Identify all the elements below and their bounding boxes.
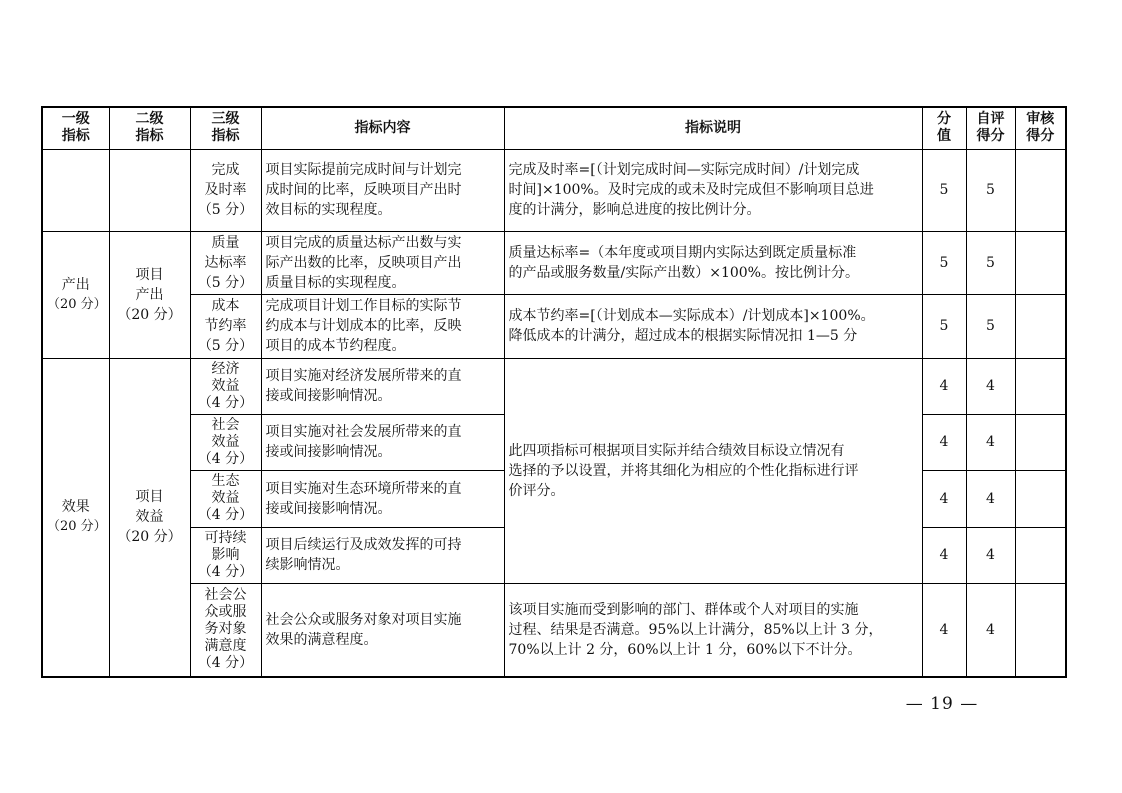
audit-score-cell [1015,149,1066,231]
audit-score-cell [1015,414,1066,470]
content-cell: 完成项目计划工作目标的实际节 约成本与计划成本的比率，反映 项目的成本节约程度。 [261,294,504,358]
audit-score-cell [1015,470,1066,527]
content-cell: 社会公众或服务对象对项目实施 效果的满意程度。 [261,583,504,677]
level2-cell-empty [109,149,190,231]
header-level2: 二级 指标 [109,107,190,149]
audit-score-cell [1015,583,1066,677]
level1-cell-output: 产出 （20 分） [42,231,109,358]
score-cell: 4 [922,470,966,527]
header-score: 分 值 [922,107,966,149]
score-cell: 5 [922,231,966,294]
content-cell: 项目实施对生态环境所带来的直 接或间接影响情况。 [261,470,504,527]
score-cell: 5 [922,294,966,358]
header-audit-score: 审核 得分 [1015,107,1066,149]
level3-cell: 社会公 众或服 务对象 满意度 （4 分） [190,583,261,677]
page-number: — 19 — [905,694,979,714]
shared-description-cell: 此四项指标可根据项目实际并结合绩效目标设立情况有 选择的予以设置，并将其细化为相应的个性化指标进行评 价评分。 [504,358,922,583]
description-cell: 质量达标率=（本年度或项目期内实际达到既定质量标准 的产品或服务数量/实际产出数）×100%。按比例计分。 [504,231,922,294]
score-cell: 5 [922,149,966,231]
audit-score-cell [1015,527,1066,583]
header-self-score: 自评 得分 [966,107,1015,149]
description-cell: 完成及时率=[（计划完成时间—实际完成时间）/计划完成 时间]×100%。及时完成的或未及时完成但不影响项目总进 度的计满分，影响总进度的按比例计分。 [504,149,922,231]
audit-score-cell [1015,231,1066,294]
level3-cell: 生态 效益 （4 分） [190,470,261,527]
level2-cell-effect: 项目 效益 （20 分） [109,358,190,677]
header-content: 指标内容 [261,107,504,149]
score-cell: 4 [922,527,966,583]
level3-cell: 社会 效益 （4 分） [190,414,261,470]
self-score-cell: 4 [966,414,1015,470]
header-row [42,107,1066,149]
table-row [42,583,1066,677]
content-cell: 项目实施对社会发展所带来的直 接或间接影响情况。 [261,414,504,470]
level3-cell: 可持续 影响 （4 分） [190,527,261,583]
self-score-cell: 4 [966,527,1015,583]
header-level3: 三级 指标 [190,107,261,149]
self-score-cell: 4 [966,470,1015,527]
header-description: 指标说明 [504,107,922,149]
description-cell: 该项目实施而受到影响的部门、群体或个人对项目的实施 过程、结果是否满意。95%以上计满分，85%以上计 3 分， 70%以上计 2 分，60%以上计 1 分，60%以下不计分。 [504,583,922,677]
level3-cell: 经济 效益 （4 分） [190,358,261,414]
table-row [42,231,1066,294]
level1-cell-empty [42,149,109,231]
score-cell: 4 [922,358,966,414]
header-level1: 一级 指标 [42,107,109,149]
self-score-cell: 4 [966,583,1015,677]
self-score-cell: 5 [966,149,1015,231]
level3-cell: 成本 节约率 （5 分） [190,294,261,358]
description-cell: 成本节约率=[（计划成本—实际成本）/计划成本]×100%。 降低成本的计满分，超过成本的根据实际情况扣 1—5 分 [504,294,922,358]
table-row [42,149,1066,231]
level3-cell: 质量 达标率 （5 分） [190,231,261,294]
level3-cell: 完成 及时率 （5 分） [190,149,261,231]
evaluation-table [41,106,1067,678]
self-score-cell: 5 [966,231,1015,294]
score-cell: 4 [922,414,966,470]
self-score-cell: 5 [966,294,1015,358]
audit-score-cell [1015,358,1066,414]
score-cell: 4 [922,583,966,677]
table-row [42,294,1066,358]
table-row [42,358,1066,414]
content-cell: 项目实施对经济发展所带来的直 接或间接影响情况。 [261,358,504,414]
level2-cell-output: 项目 产出 （20 分） [109,231,190,358]
audit-score-cell [1015,294,1066,358]
content-cell: 项目后续运行及成效发挥的可持 续影响情况。 [261,527,504,583]
content-cell: 项目完成的质量达标产出数与实 际产出数的比率，反映项目产出 质量目标的实现程度。 [261,231,504,294]
content-cell: 项目实际提前完成时间与计划完 成时间的比率，反映项目产出时 效目标的实现程度。 [261,149,504,231]
self-score-cell: 4 [966,358,1015,414]
level1-cell-effect: 效果 （20 分） [42,358,109,677]
